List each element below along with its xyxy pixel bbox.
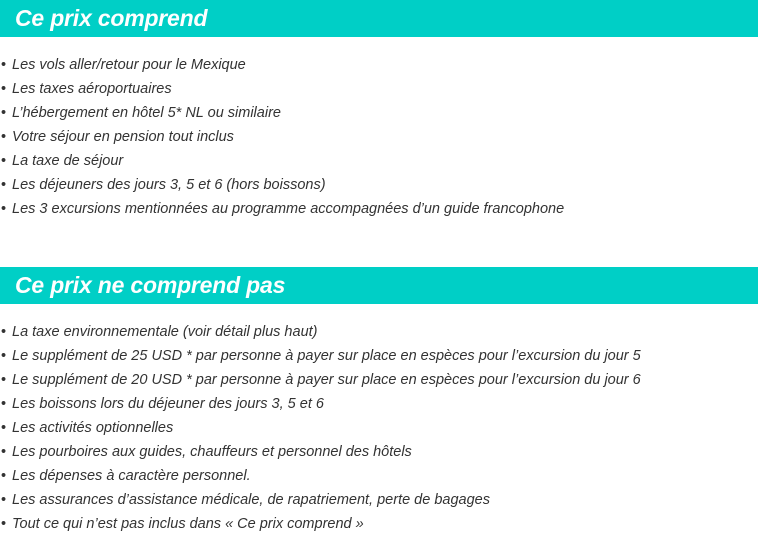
list-item: • Les boissons lors du déjeuner des jours 3, 5 et 6 bbox=[0, 392, 758, 416]
list-item: • Les activités optionnelles bbox=[0, 416, 758, 440]
included-title: Ce prix comprend bbox=[15, 5, 208, 31]
list-item: • Les assurances d’assistance médicale, de rapatriement, perte de bagages bbox=[0, 488, 758, 512]
excluded-section bbox=[0, 267, 758, 536]
included-list bbox=[0, 53, 758, 221]
list-item: • L’hébergement en hôtel 5* NL ou similaire bbox=[0, 101, 758, 125]
list-item: • Tout ce qui n’est pas inclus dans « Ce prix comprend » bbox=[0, 512, 758, 536]
list-item: • La taxe environnementale (voir détail plus haut) bbox=[0, 320, 758, 344]
list-item: • Les 3 excursions mentionnées au programme accompagnées d’un guide francophone bbox=[0, 197, 758, 221]
list-item: • Les pourboires aux guides, chauffeurs et personnel des hôtels bbox=[0, 440, 758, 464]
list-item: • Les vols aller/retour pour le Mexique bbox=[0, 53, 758, 77]
list-item: • Les taxes aéroportuaires bbox=[0, 77, 758, 101]
list-item: • Votre séjour en pension tout inclus bbox=[0, 125, 758, 149]
list-item: • Le supplément de 20 USD * par personne à payer sur place en espèces pour l’excursion du jour 6 bbox=[0, 368, 758, 392]
included-section bbox=[0, 0, 758, 221]
list-item: • La taxe de séjour bbox=[0, 149, 758, 173]
excluded-title: Ce prix ne comprend pas bbox=[15, 272, 286, 298]
excluded-header bbox=[0, 267, 758, 304]
included-header bbox=[0, 0, 758, 37]
list-item: • Les dépenses à caractère personnel. bbox=[0, 464, 758, 488]
excluded-list bbox=[0, 320, 758, 536]
list-item: • Le supplément de 25 USD * par personne à payer sur place en espèces pour l’excursion du jour 5 bbox=[0, 344, 758, 368]
list-item: • Les déjeuners des jours 3, 5 et 6 (hors boissons) bbox=[0, 173, 758, 197]
